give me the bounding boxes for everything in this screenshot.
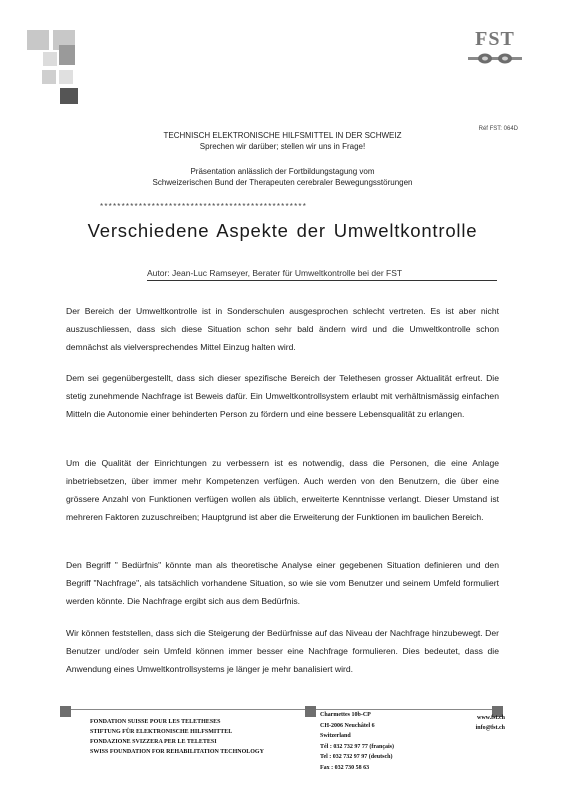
phone-french: Tél : 032 732 97 77 (français)	[320, 743, 394, 750]
paragraph-3-block	[66, 454, 499, 526]
paragraph: Wir können feststellen, dass sich die Steigerung der Bedürfnisse auf das Niveau der Nachfrage hinzubewegt. Der Benutzer und/oder sein Umfeld können immer besser eine Nachfrage formulieren. Dies bedeutet, dass die Anwendung eines Umweltkontrollsystems je länger je mehr banalisiert wird.	[66, 628, 499, 674]
address-country: Switzerland	[320, 733, 351, 739]
paragraph: Um die Qualität der Einrichtungen zu verbessern ist es notwendig, dass die Personen, die eine Anlage inbetriebsetzen, über immer mehr Kompetenzen verfügen. Auch werden von den Benutzern, die über eine grössere Anzahl von Funktionen verfügen wollen als üblich, erweiterte Kenntnisse verlangt. Dieser Umstand ist mehreren Faktoren zuzuschreiben; Hauptgrund ist aber die Erweiterung der Funktionen im baulichen Bereich.	[66, 458, 499, 522]
website-link[interactable]: www.fst.ch	[477, 715, 505, 721]
decor-square	[43, 52, 57, 66]
presentation-line-1: Präsentation anlässlich der Fortbildungstagung vom	[190, 167, 375, 176]
paragraph: Den Begriff " Bedürfnis" könnte man als theoretische Analyse einer gegebenen Situation definieren und den Begriff "Nachfrage", als tatsächlich vorhandene Situation, so wie sie vom Benutzer und seinem Umfeld formuliert werden könnte. Die Nachfrage ergibt sich aus dem Bedürfnis.	[66, 560, 499, 606]
foundation-name-en: SWISS FOUNDATION FOR REHABILITATION TECHNOLOGY	[90, 749, 264, 755]
paragraph: Dem sei gegenübergestellt, dass sich dieser spezifische Bereich der Telethesen grosser Aktualität erfreut. Die stetig zunehmende Nachfrage ist Beweis dafür. Ein Umweltkontrollsystem erlaubt mit verhältnismässig einfachen Mitteln die Autonomie einer behinderten Person zu fördern und eine bessere Lebensqualität zu erlangen.	[66, 373, 499, 419]
foundation-name-fr: FONDATION SUISSE POUR LES TELETHESES	[90, 719, 221, 725]
presentation-line-2: Schweizerischen Bund der Therapeuten cerebraler Bewegungsstörungen	[152, 178, 413, 187]
footer-address	[320, 710, 394, 773]
paragraph-2-block	[66, 369, 499, 423]
paragraph-1-block	[66, 302, 499, 356]
fax-number: Fax : 032 730 58 63	[320, 764, 370, 771]
footer-foundation	[90, 717, 264, 757]
paragraph: Der Bereich der Umweltkontrolle ist in Sonderschulen ausgesprochen schlecht vertreten. Es ist aber nicht auszuschliessen, dass sich diese Situation schon sehr bald ändern wird und die Umweltkontrolle schon demnächst als vielversprechendes Mittel Einzug halten wird.	[66, 306, 499, 352]
decor-square	[60, 88, 78, 104]
foundation-name-it: FONDAZIONE SVIZZERA PER LE TELETESI	[90, 739, 217, 745]
decor-square	[27, 30, 49, 50]
footer-rule	[60, 709, 500, 710]
logo-emblem	[468, 52, 522, 66]
foundation-name-de: STIFTUNG FÜR ELEKTRONISCHE HILFSMITTEL	[90, 729, 233, 735]
phone-german: Tel : 032 732 97 97 (deutsch)	[320, 754, 393, 760]
document-title: Verschiedene Aspekte der Umweltkontrolle	[87, 220, 478, 241]
footer-square	[305, 706, 316, 717]
star-separator: ************************************************	[100, 202, 308, 211]
decor-square	[59, 70, 73, 84]
decor-square	[42, 70, 56, 84]
decor-square	[59, 45, 75, 65]
fst-logo	[466, 28, 524, 68]
footer-square	[60, 706, 71, 717]
logo-text: FST	[475, 28, 515, 50]
author-underline	[147, 280, 497, 281]
address-city: CH-2006 Neuchâtel 6	[320, 722, 375, 729]
email-link[interactable]: info@fst.ch	[475, 725, 505, 731]
reference-number: Réf FST: 064D	[478, 126, 518, 132]
slogan: Sprechen wir darüber; stellen wir uns in Frage!	[199, 142, 366, 151]
footer-web	[475, 713, 505, 733]
paragraph-4-block	[66, 556, 499, 610]
paragraph-5-block	[66, 624, 499, 678]
org-line: TECHNISCH ELEKTRONISCHE HILFSMITTEL IN DER SCHWEIZ	[163, 131, 402, 140]
address-street: Charmettes 10b-CP	[320, 712, 371, 718]
author-line: Autor: Jean-Luc Ramseyer, Berater für Umweltkontrolle bei der FST	[147, 268, 403, 278]
